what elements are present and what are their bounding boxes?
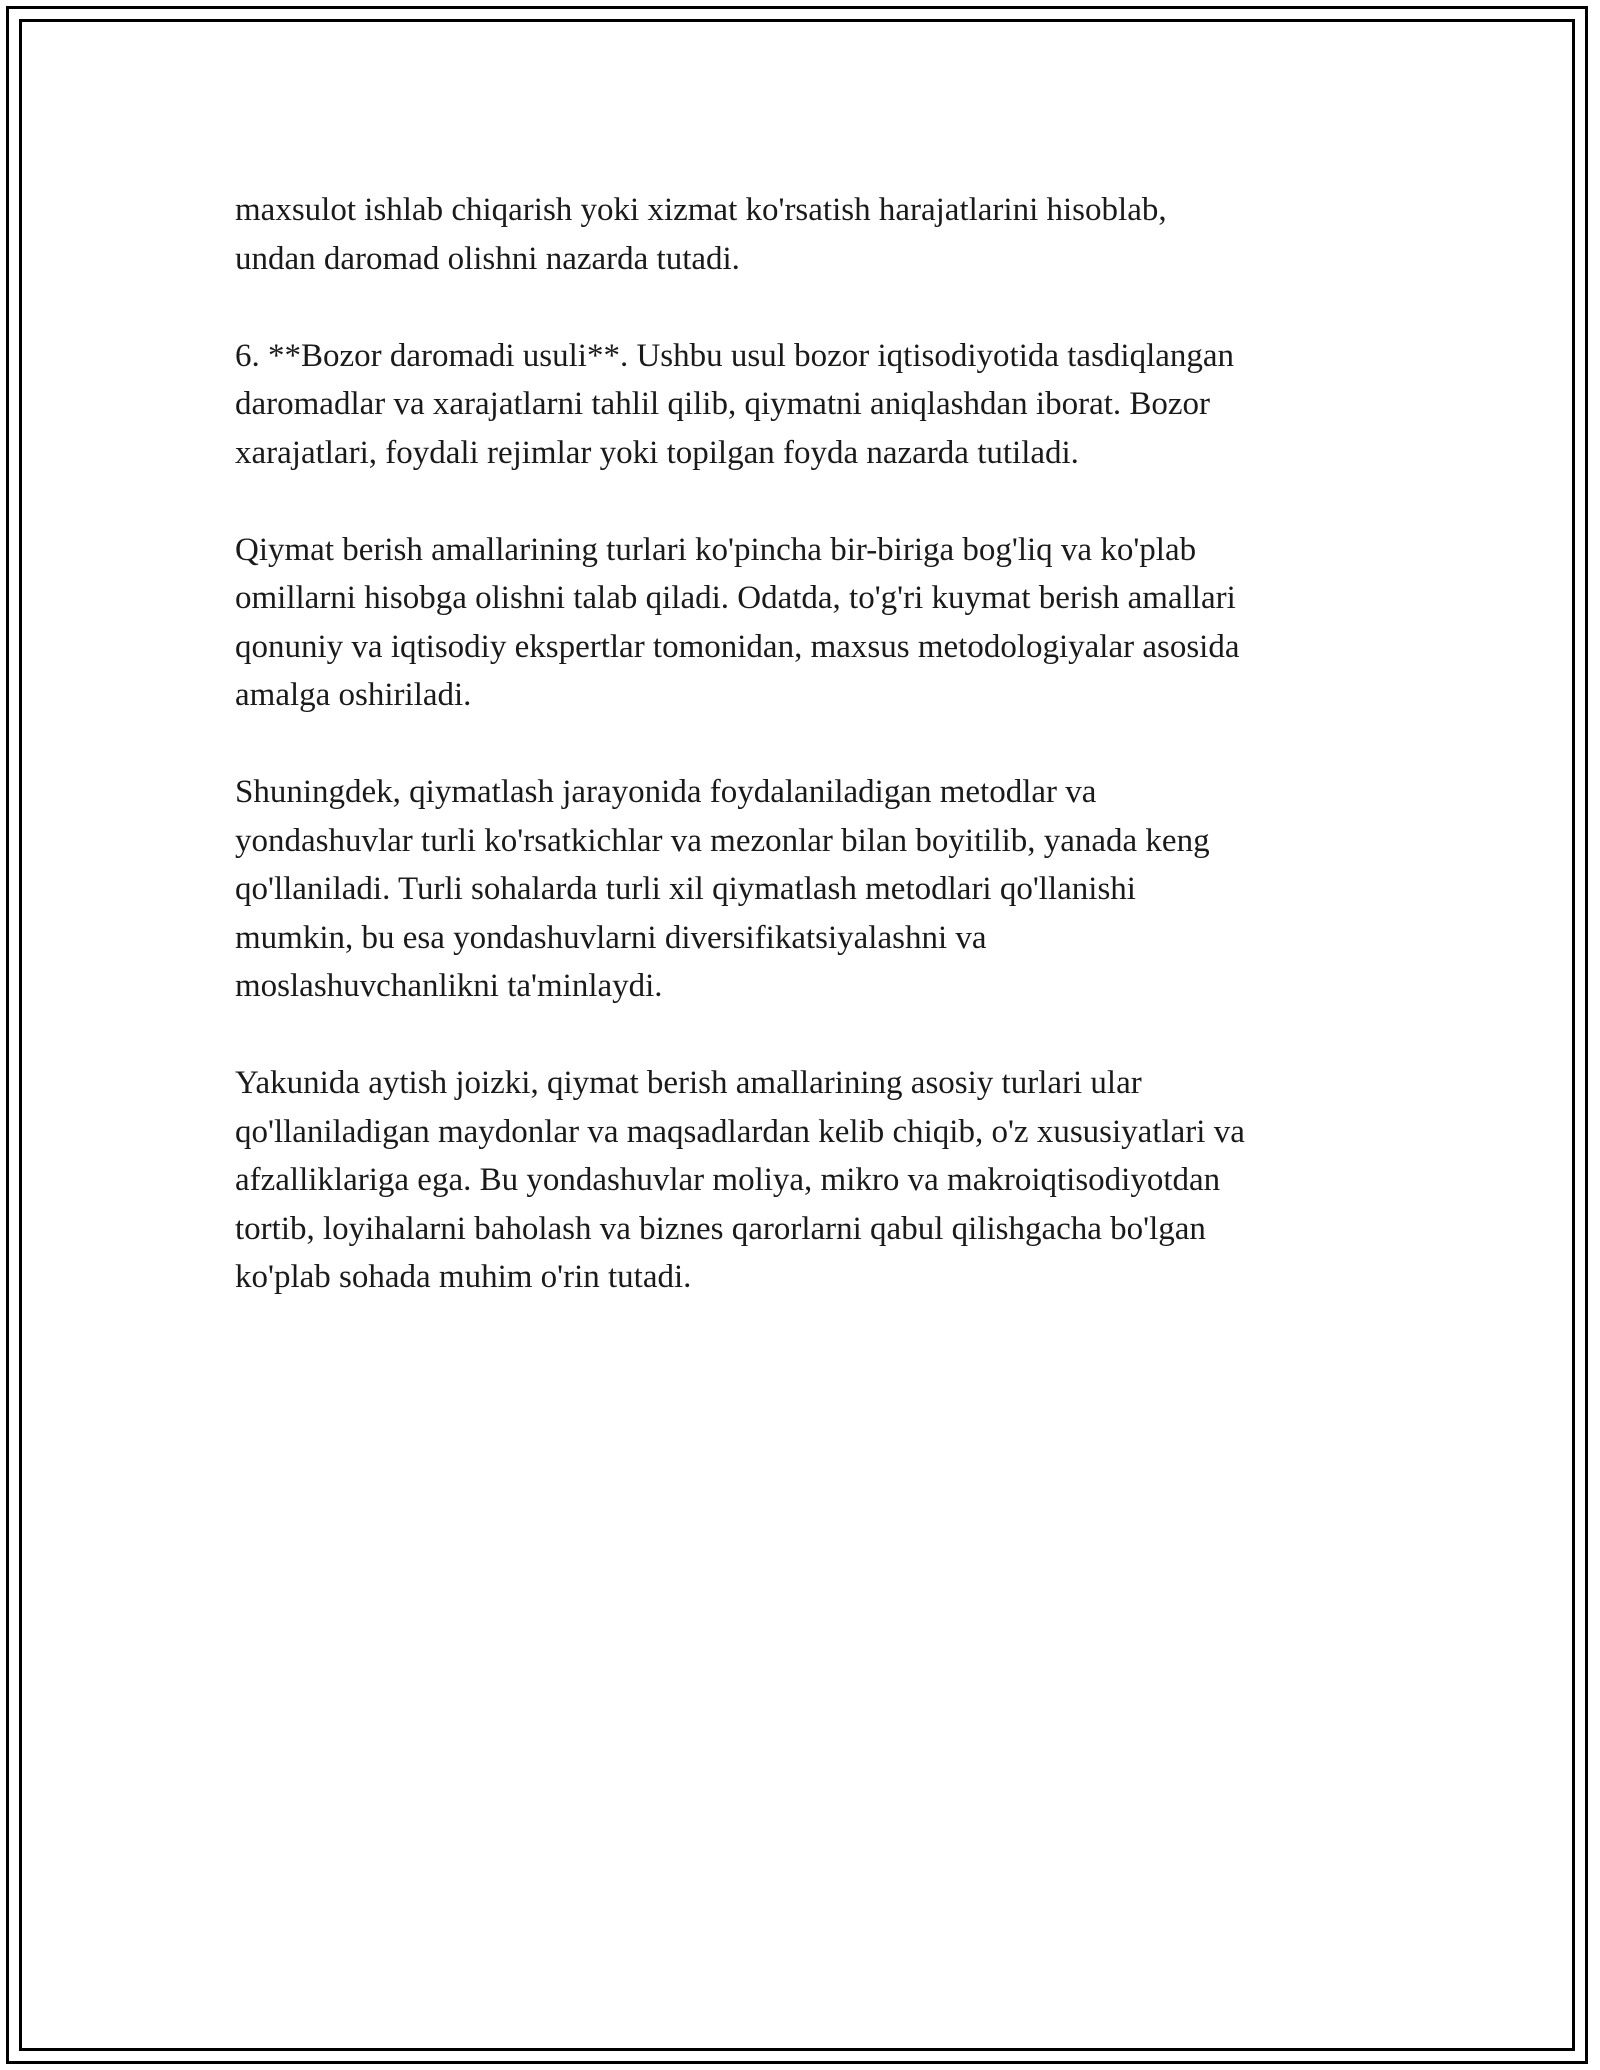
- paragraph-conclusion: Yakunida aytish joizki, qiymat berish amallarining asosiy turlari ular qo'llaniladigan maydonlar va maqsadlardan kelib chiqib, o'z xususiyatlari va afzalliklariga ega. Bu yondashuvlar moliya, mikro va makroiqtisodiyotdan tortib, loyihalarni baholash va biznes qarorlarni qabul qilishgacha bo'lgan ko'plab sohada muhim o'rin tutadi.: [235, 1065, 1245, 1295]
- document-body: [235, 186, 1375, 1350]
- paragraph-market-income-method: 6. **Bozor daromadi usuli**. Ushbu usul bozor iqtisodiyotida tasdiqlangan daromadlar va xarajatlarni tahlil qilib, qiymatni aniqlashdan iborat. Bozor xarajatlari, foydali rejimlar yoki topilgan foyda nazarda tutiladi.: [235, 337, 1235, 471]
- paragraph-valuation-types: Qiymat berish amallarining turlari ko'pincha bir-biriga bog'liq va ko'plab omillarni hisobga olishni talab qiladi. Odatda, to'g'ri kuymat berish amallari qonuniy va iqtisodiy ekspertlar tomonidan, maxsus metodologiyalar asosida amalga oshiriladi.: [235, 531, 1240, 713]
- paragraph-methods-approaches: Shuningdek, qiymatlash jarayonida foydalaniladigan metodlar va yondashuvlar turli ko'rsatkichlar va mezonlar bilan boyitilib, yanada keng qo'llaniladi. Turli sohalarda turli xil qiymatlash metodlari qo'llanishi mumkin, bu esa yondashuvlarni diversifikatsiyalashni va moslashuvchanlikni ta'minlaydi.: [235, 774, 1210, 1004]
- paragraph-continuation: maxsulot ishlab chiqarish yoki xizmat ko'rsatish harajatlarini hisoblab, undan daromad olishni nazarda tutadi.: [235, 192, 1167, 277]
